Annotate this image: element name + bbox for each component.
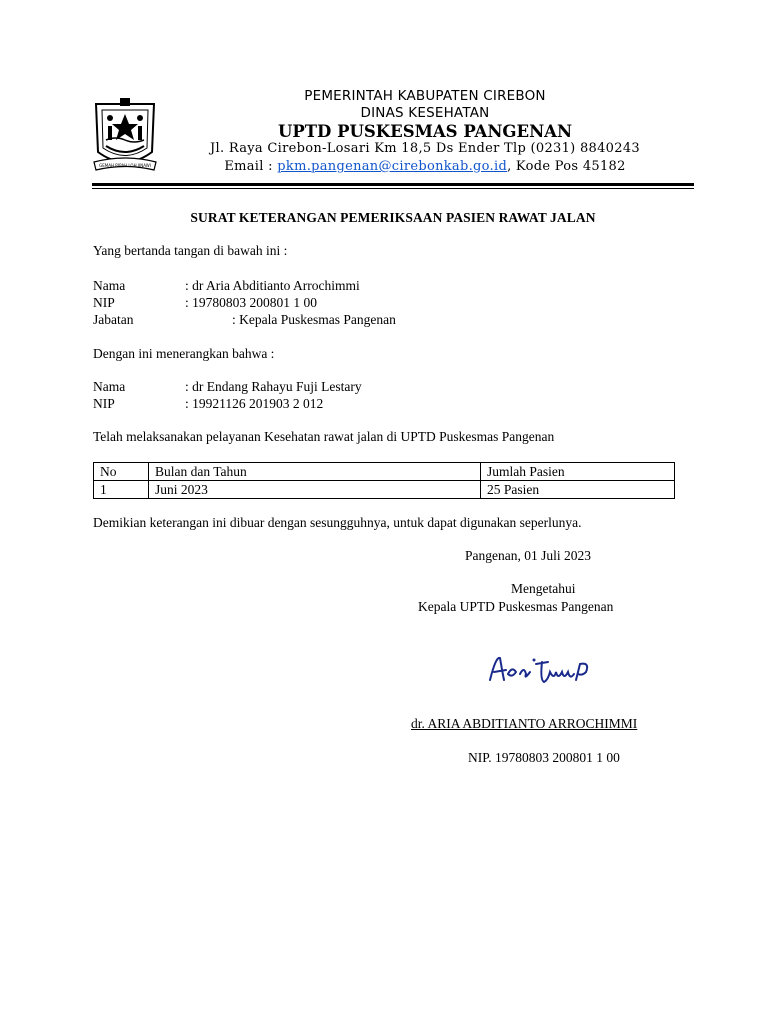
table-row xyxy=(94,481,675,499)
postcode-text: , Kode Pos 45182 xyxy=(507,159,626,174)
signatory-nip: NIP. 19780803 200801 1 00 xyxy=(468,750,620,765)
table-header-month: Bulan dan Tahun xyxy=(149,463,481,481)
position-text: Kepala UPTD Puskesmas Pangenan xyxy=(418,599,614,614)
subject-nip-label: NIP xyxy=(93,396,115,411)
header-government: PEMERINTAH KABUPATEN CIREBON xyxy=(304,88,546,104)
patient-count-table xyxy=(93,462,675,499)
email-link[interactable]: pkm.pangenan@cirebonkab.go.id xyxy=(277,159,508,174)
regency-emblem-logo xyxy=(92,96,158,178)
signer-jabatan-label: Jabatan xyxy=(93,312,134,327)
table-cell-month: Juni 2023 xyxy=(149,481,481,499)
email-label: Email : xyxy=(224,159,278,174)
service-text: Telah melaksanakan pelayanan Kesehatan rawat jalan di UPTD Puskesmas Pangenan xyxy=(93,429,555,444)
closing-text: Demikian keterangan ini dibuar dengan sesungguhnya, untuk dapat digunakan seperlunya. xyxy=(93,515,582,530)
signatory-name: dr. ARIA ABDITIANTO ARROCHIMMI xyxy=(411,716,638,731)
signer-nip-value: : 19780803 200801 1 00 xyxy=(185,295,318,310)
logo-motto-text: GEMAH RIPAH LOH JINAWI xyxy=(99,163,151,168)
subject-nip-value: : 19921126 201903 2 012 xyxy=(185,396,324,411)
signer-name-label: Nama xyxy=(93,278,126,293)
signer-jabatan-value: : Kepala Puskesmas Pangenan xyxy=(232,312,396,327)
header-rule-thin xyxy=(92,188,694,189)
document-title: SURAT KETERANGAN PEMERIKSAAN PASIEN RAWAT JALAN xyxy=(190,210,596,225)
signer-name-value: : dr Aria Abditianto Arrochimmi xyxy=(185,278,360,293)
header-rule-thick xyxy=(92,183,694,186)
signer-nip-label: NIP xyxy=(93,295,115,310)
handwritten-signature xyxy=(486,650,601,690)
acknowledge-text: Mengetahui xyxy=(511,581,576,596)
subject-name-label: Nama xyxy=(93,379,126,394)
header-department: DINAS KESEHATAN xyxy=(360,105,490,121)
header-organization: UPTD PUSKESMAS PANGENAN xyxy=(277,122,573,141)
place-date: Pangenan, 01 Juli 2023 xyxy=(465,548,591,563)
table-header-row xyxy=(94,463,675,481)
subject-name-value: : dr Endang Rahayu Fuji Lestary xyxy=(185,379,362,394)
table-cell-count: 25 Pasien xyxy=(481,481,675,499)
table-header-count: Jumlah Pasien xyxy=(481,463,675,481)
header-address: Jl. Raya Cirebon-Losari Km 18,5 Ds Ender Tlp (0231) 8840243 xyxy=(210,141,640,156)
header-contact xyxy=(160,159,690,174)
table-cell-no: 1 xyxy=(94,481,149,499)
intro-text: Yang bertanda tangan di bawah ini : xyxy=(93,243,288,258)
table-header-no: No xyxy=(94,463,149,481)
statement-text: Dengan ini menerangkan bahwa : xyxy=(93,346,275,361)
